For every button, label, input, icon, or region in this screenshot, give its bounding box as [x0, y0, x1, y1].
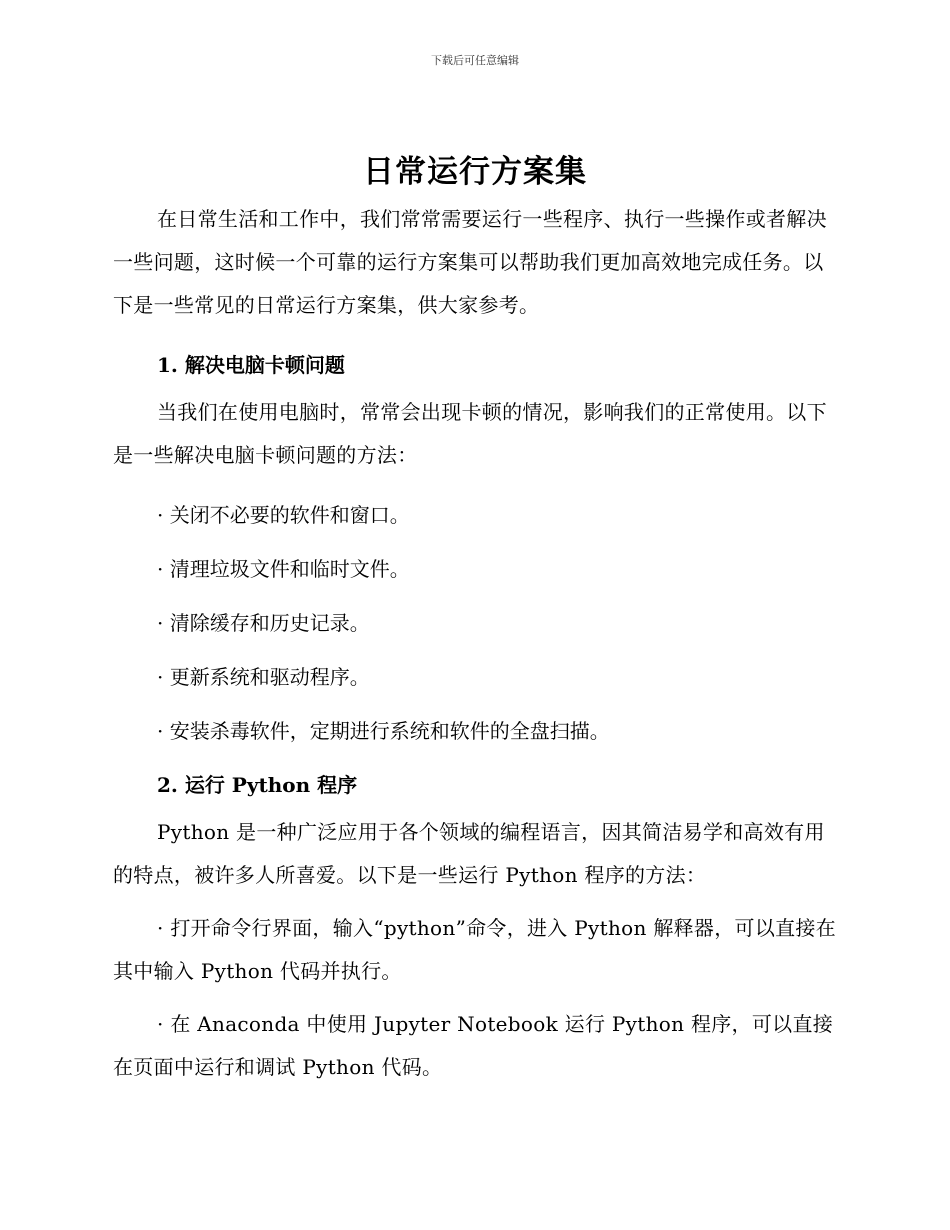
section-1-item-5: · 安装杀毒软件，定期进行系统和软件的全盘扫描。	[157, 719, 610, 743]
section-1-item-3: · 清除缓存和历史记录。	[157, 611, 370, 635]
section-1-body: 当我们在使用电脑时，常常会出现卡顿的情况，影响我们的正常使用。以下是一些解决电脑卡顿问题的方法：	[113, 400, 827, 467]
section-1-heading: 1. 解决电脑卡顿问题	[157, 353, 345, 377]
section-2-heading: 2. 运行 Python 程序	[157, 773, 358, 797]
document-title: 日常运行方案集	[363, 154, 587, 190]
document-body	[113, 150, 837, 1089]
section-1-item-1: · 关闭不必要的软件和窗口。	[157, 503, 410, 527]
page-header: 下载后可任意编辑	[431, 54, 519, 67]
section-2-item-2: · 在 Anaconda 中使用 Jupyter Notebook 运行 Python 程序，可以直接在页面中运行和调试 Python 代码。	[113, 1012, 834, 1079]
section-1-item-2: · 清理垃圾文件和临时文件。	[157, 557, 410, 581]
intro-paragraph: 在日常生活和工作中，我们常常需要运行一些程序、执行一些操作或者解决一些问题，这时候一个可靠的运行方案集可以帮助我们更加高效地完成任务。以下是一些常见的日常运行方案集，供大家参考。	[113, 207, 827, 317]
section-2-body: Python 是一种广泛应用于各个领域的编程语言，因其简洁易学和高效有用的特点，被许多人所喜爱。以下是一些运行 Python 程序的方法：	[113, 820, 825, 887]
section-1-item-4: · 更新系统和驱动程序。	[157, 665, 370, 689]
section-2-item-1: · 打开命令行界面，输入“python”命令，进入 Python 解释器，可以直接在其中输入 Python 代码并执行。	[113, 916, 837, 983]
